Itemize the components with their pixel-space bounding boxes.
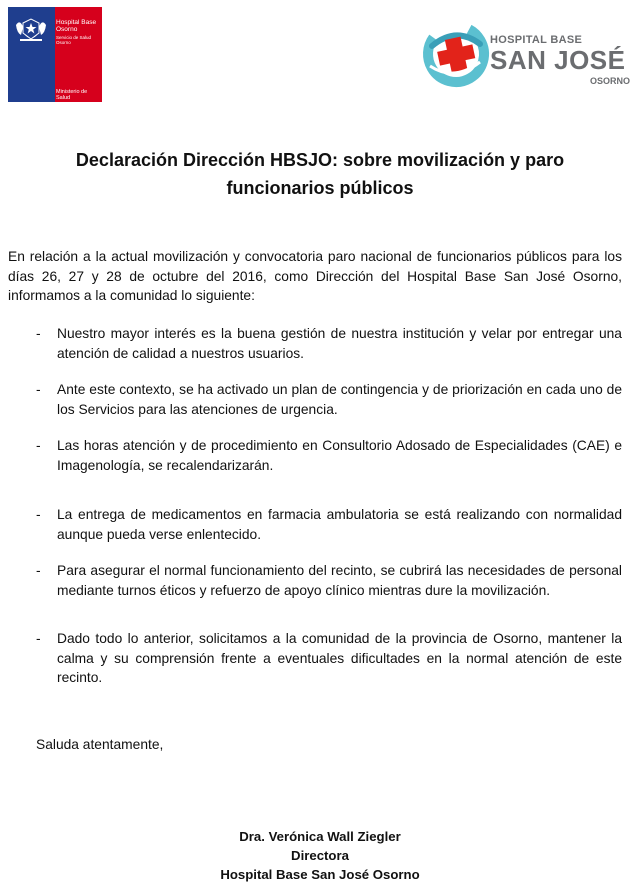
list-item [36, 505, 622, 544]
list-item-text: Nuestro mayor interés es la buena gestión de nuestra institución y velar por entregar una atención de calidad a nuestros usuarios. [57, 326, 622, 361]
hospital-logo [418, 14, 630, 94]
list-item-text: La entrega de medicamentos en farmacia ambulatoria se está realizando con normalidad aunque pueda verse enlentecido. [57, 507, 622, 542]
list-item [36, 561, 622, 600]
signature-institution: Hospital Base San José Osorno [220, 867, 420, 882]
list-item [36, 380, 622, 419]
signature-name: Dra. Verónica Wall Ziegler [239, 829, 401, 844]
chile-coat-of-arms-icon [12, 13, 50, 43]
list-item [36, 324, 622, 363]
list-item [36, 436, 622, 475]
hospital-cross-emblem-icon [418, 16, 494, 92]
ministry-logo-line1: Hospital Base Osorno [56, 19, 97, 33]
list-item-text: Dado todo lo anterior, solicitamos a la comunidad de la provincia de Osorno, mantener la calma y su comprensión frente a eventuales dificultades en la normal atención de este recinto. [57, 631, 622, 685]
intro-paragraph: En relación a la actual movilización y convocatoria paro nacional de funcionarios públicos para los días 26, 27 y 28 de octubre del 2016, como Dirección del Hospital Base San José Osorno, informamos a la comunidad lo siguiente: [8, 249, 622, 303]
bullet-dash: - [36, 563, 41, 578]
bullet-dash: - [36, 382, 41, 397]
ministry-logo-line3: Ministerio de Salud [56, 89, 88, 101]
list-item-text: Las horas atención y de procedimiento en Consultorio Adosado de Especialidades (CAE) e Imagenología, se recalendarizarán. [57, 438, 622, 473]
hospital-logo-line1: HOSPITAL BASE [490, 34, 583, 46]
bullet-dash: - [36, 326, 41, 341]
document-title-line1: Declaración Dirección HBSJO: sobre movilización y paro [75, 150, 565, 170]
hospital-logo-line2: SAN JOSÉ [490, 45, 626, 75]
bullet-dash: - [36, 438, 41, 453]
ministry-logo-blue-panel [8, 7, 55, 102]
signature-role: Directora [291, 848, 349, 863]
ministry-logo-line2: Servicio de Salud Osorno [56, 35, 92, 45]
list-item-text: Para asegurar el normal funcionamiento del recinto, se cubrirá las necesidades de personal mediante turnos éticos y refuerzo de apoyo clínico mientras dure la movilización. [57, 563, 622, 598]
ministry-logo [8, 7, 102, 102]
list-item-text: Ante este contexto, se ha activado un plan de contingencia y de priorización en cada uno de los Servicios para las atenciones de urgencia. [57, 382, 622, 417]
document-title-line2: funcionarios públicos [226, 178, 414, 198]
bullet-dash: - [36, 631, 41, 646]
bullet-dash: - [36, 507, 41, 522]
list-item [36, 629, 622, 688]
closing-salutation: Saluda atentamente, [36, 737, 164, 752]
hospital-logo-line3: OSORNO [590, 76, 631, 86]
